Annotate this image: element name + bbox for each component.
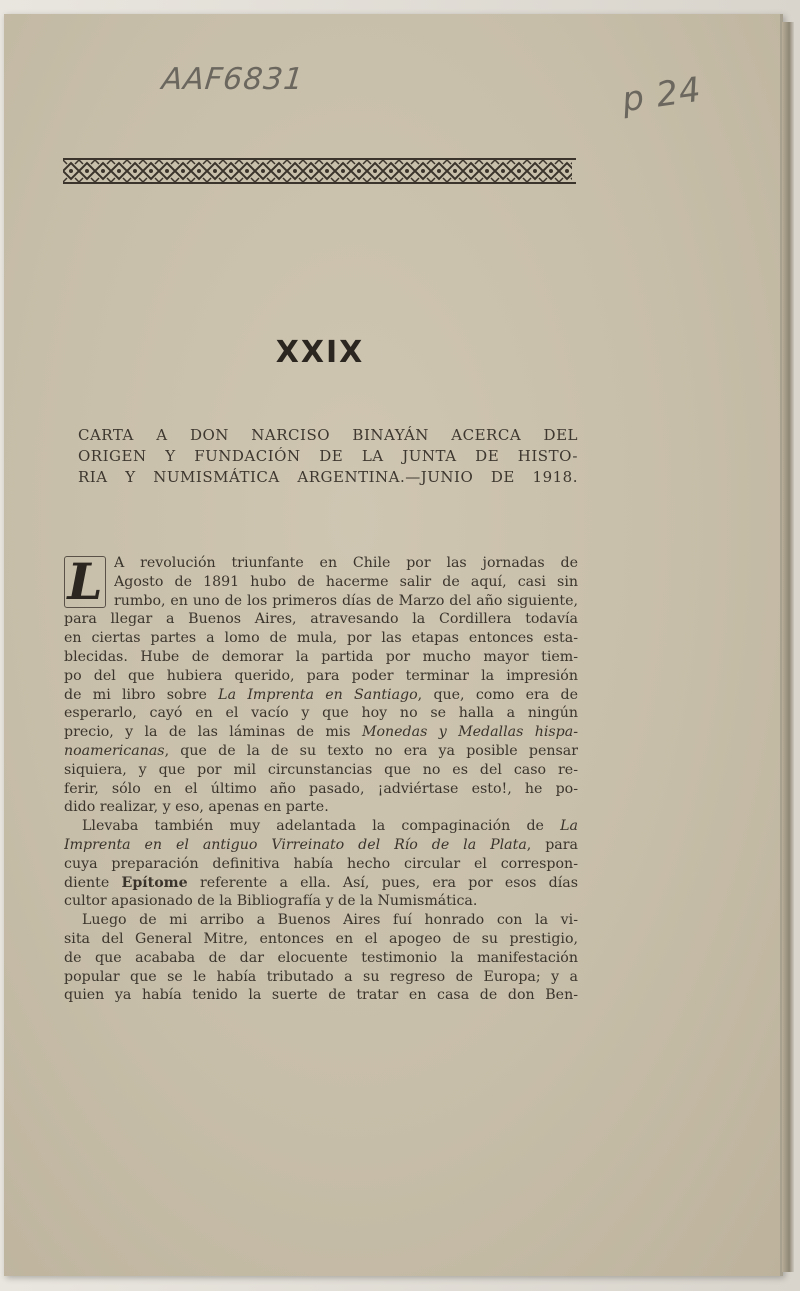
text-fragment: diente (64, 874, 110, 891)
catalog-handwritten-mark: AAF6831 (160, 62, 306, 97)
page-edge (782, 22, 794, 1272)
text-fragment: referente a ella. Así, pues, era por esos días (199, 874, 578, 891)
text-line: cultor apasionado de la Bibliografía y de la Numismática. (64, 893, 478, 910)
book-title-italic: La (560, 818, 578, 835)
text-line: sita del General Mitre, entonces en el apogeo de su prestigio, (64, 930, 578, 947)
text-line: A revolución triunfante en Chile por las jornadas de (114, 555, 578, 571)
text-fragment: Llevaba también muy adelantada la compaginación de (82, 818, 544, 835)
paragraph-3 (64, 911, 578, 1005)
text-fragment: precio, y la de las láminas de mis (64, 724, 351, 741)
letter-body (64, 554, 578, 1005)
text-line: siquiera, y que por mil circunstancias que no es del caso re- (64, 761, 578, 778)
chapter-title-line: RIA Y NUMISMÁTICA ARGENTINA.—JUNIO DE 1918. (78, 468, 578, 486)
text-line: ferir, sólo en el último año pasado, ¡adviértase esto!, he po- (64, 780, 578, 797)
epitome-bold: Epítome (121, 874, 188, 891)
text-fragment: de mi libro sobre (64, 686, 207, 703)
text-line: blecidas. Hube de demorar la partida por mucho mayor tiem- (64, 648, 578, 665)
book-title-italic: La Imprenta en Santiago (218, 686, 418, 703)
text-line: rumbo, en uno de los primeros días de Marzo del año siguiente, (114, 592, 578, 609)
text-line (64, 874, 578, 893)
text-line: po del que hubiera querido, para poder terminar la impresión (64, 667, 578, 684)
text-line (64, 817, 578, 836)
text-line: de que acababa de dar elocuente testimonio la manifestación (64, 949, 578, 966)
paragraph-2 (64, 817, 578, 911)
page-handwritten-mark: p 24 (619, 69, 705, 121)
chapter-number: XXIX (275, 335, 365, 370)
text-line (64, 742, 578, 761)
text-line: cuya preparación definitiva había hecho circular el correspon- (64, 855, 578, 872)
book-title-italic: noamericanas (64, 742, 165, 759)
text-fragment: , que, como era de (417, 686, 578, 703)
decorative-ornament-band (63, 158, 576, 184)
chapter-title-line: ORIGEN Y FUNDACIÓN DE LA JUNTA DE HISTO- (78, 447, 578, 465)
book-title-italic: Monedas y Medallas hispa- (361, 724, 578, 741)
text-line (64, 836, 578, 855)
text-line (64, 686, 578, 705)
text-line: para llegar a Buenos Aires, atravesando la Cordillera todavía (64, 611, 578, 628)
drop-cap-initial: L (64, 556, 106, 608)
chapter-title (78, 425, 578, 488)
text-line: Luego de mi arribo a Buenos Aires fuí honrado con la vi- (82, 912, 578, 929)
text-line (64, 723, 578, 742)
chapter-title-line: CARTA A DON NARCISO BINAYÁN ACERCA DEL (78, 426, 578, 444)
text-fragment: , para (526, 836, 578, 853)
text-line: popular que se le había tributado a su regreso de Europa; y a (64, 968, 578, 985)
text-line: esperarlo, cayó en el vacío y que hoy no se halla a ningún (64, 705, 578, 722)
paragraph-1 (64, 554, 578, 817)
text-line: en ciertas partes a lomo de mula, por las etapas entonces esta- (64, 630, 578, 647)
book-title-italic: Imprenta en el antiguo Virreinato del Río de la Plata (64, 836, 527, 853)
text-fragment: , que de la de su texto no era ya posible pensar (164, 742, 578, 759)
text-line: dido realizar, y eso, apenas en parte. (64, 799, 329, 816)
text-line: quien ya había tenido la suerte de tratar en casa de don Ben- (64, 987, 578, 1004)
text-line: Agosto de 1891 hubo de hacerme salir de aquí, casi sin (114, 573, 578, 590)
